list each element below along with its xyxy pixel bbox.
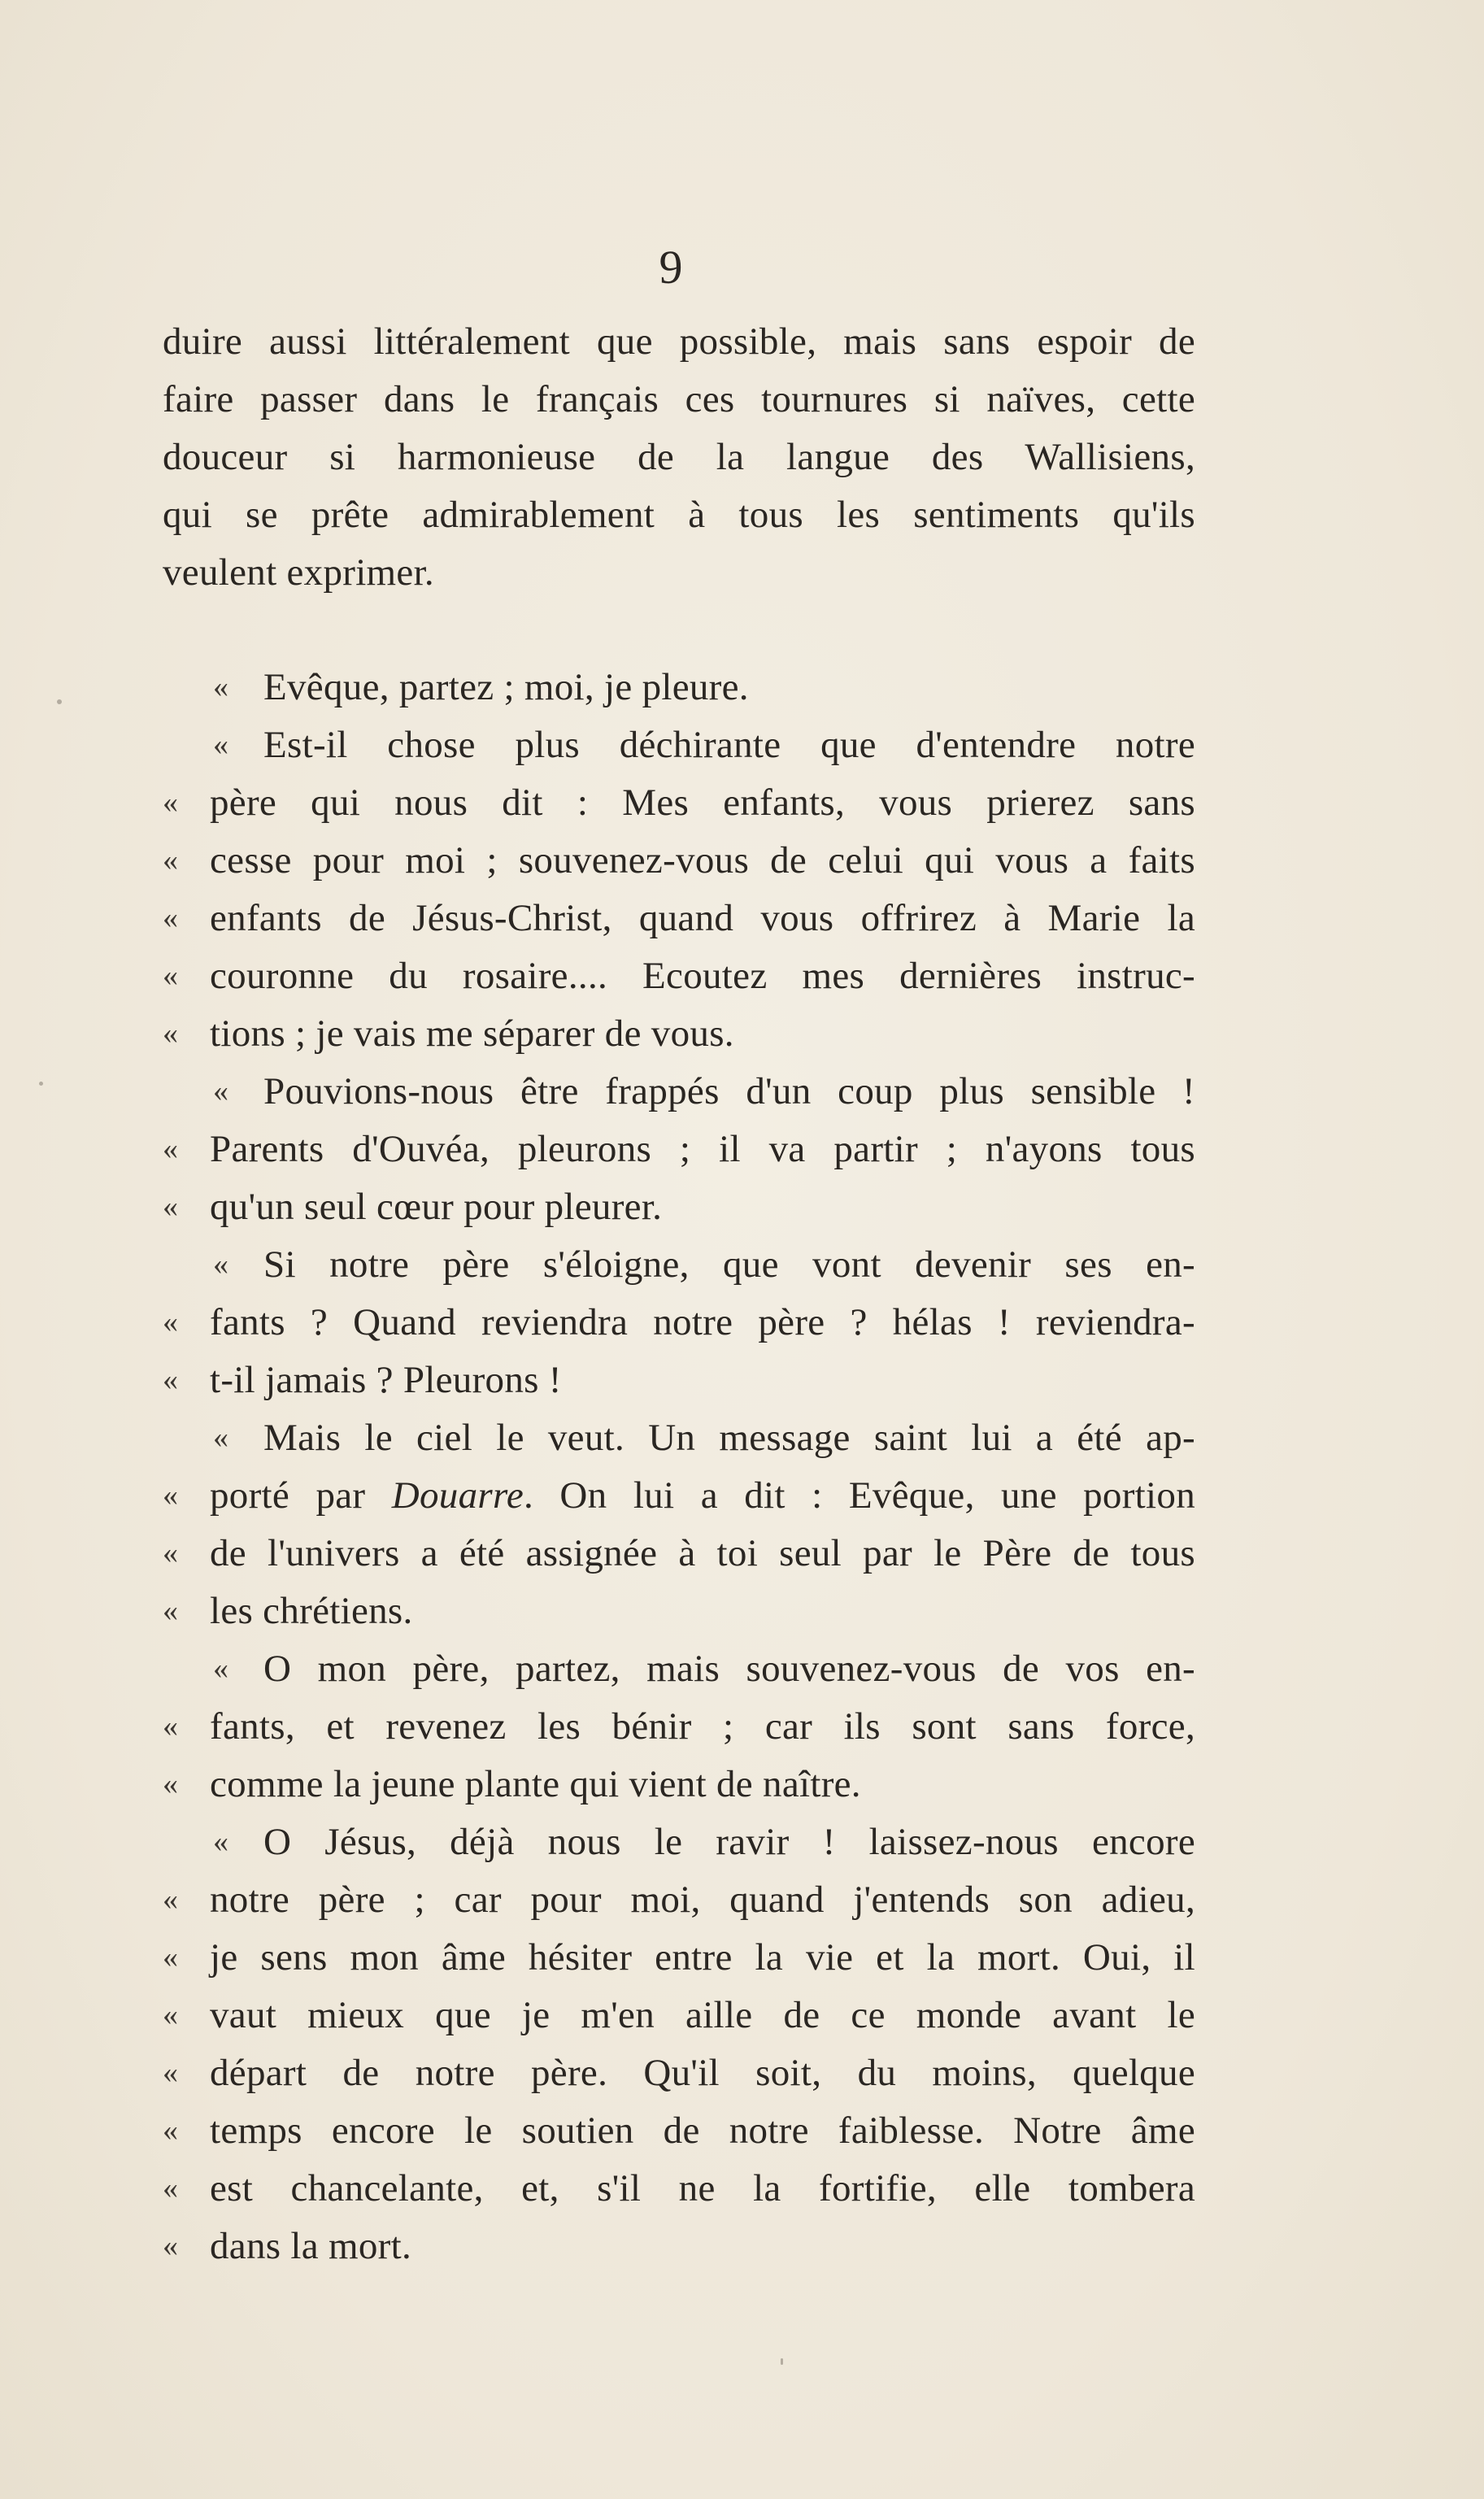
verse-text: de l'univers a été assignée à toi seul par le Père de tous [210, 1532, 1195, 1574]
quote-mark: « [163, 1594, 179, 1628]
verse-text: couronne du rosaire.... Ecoutez mes dernières instruc- [210, 955, 1195, 997]
verse-text: vaut mieux que je m'en aille de ce monde avant le [210, 1994, 1195, 2036]
verse-text: départ de notre père. Qu'il soit, du moins, quelque [210, 2052, 1195, 2094]
verse-opening-line [163, 1236, 1195, 1294]
verse-opening-line [163, 1063, 1195, 1121]
quote-mark: « [163, 1190, 179, 1224]
verse-line [163, 1352, 1195, 1409]
verse-line [163, 1525, 1195, 1583]
verse-text: Mais le ciel le veut. Un message saint lui a été ap- [263, 1417, 1195, 1459]
verse-text: O mon père, partez, mais souvenez-vous de vos en- [263, 1648, 1195, 1690]
verse-line [163, 1871, 1195, 1929]
verse-line [163, 2218, 1195, 2275]
quote-mark: « [163, 901, 179, 935]
verse-text: dans la mort. [210, 2225, 411, 2267]
verse-text: notre père ; car pour moi, quand j'entends son adieu, [210, 1879, 1195, 1921]
verse-line [163, 832, 1195, 890]
page-number: 9 [659, 241, 683, 294]
verse-text: Est-il chose plus déchirante que d'entendre notre [263, 724, 1195, 766]
verse-line [163, 1121, 1195, 1178]
quote-mark: « [213, 1247, 229, 1282]
verse-line [163, 1005, 1195, 1063]
verse-text: temps encore le soutien de notre faiblesse. Notre âme [210, 2109, 1195, 2152]
quote-mark: « [163, 1305, 179, 1339]
text-line: duire aussi littéralement que possible, mais sans espoir de [163, 320, 1195, 363]
quote-mark: « [163, 786, 179, 820]
verse-text: comme la jeune plante qui vient de naître. [210, 1763, 861, 1805]
verse-line [163, 2102, 1195, 2160]
text-line: douceur si harmonieuse de la langue des Wallisiens, [163, 436, 1195, 478]
verse-line [163, 774, 1195, 832]
verse-text: je sens mon âme hésiter entre la vie et la mort. Oui, il [210, 1936, 1195, 1979]
body-text [163, 313, 1195, 2275]
italic-name: Douarre [391, 1474, 524, 1517]
text-line: veulent exprimer. [163, 551, 434, 594]
verse-opening-line [163, 716, 1195, 774]
quote-mark: « [213, 1074, 229, 1108]
verse-line [163, 1756, 1195, 1813]
quote-mark: « [213, 1421, 229, 1455]
quote-mark: « [163, 959, 179, 993]
verse-line [163, 1467, 1195, 1525]
verse-text-segment: . On lui a dit : Evêque, une portion [523, 1474, 1195, 1517]
verse-text: Pouvions-nous être frappés d'un coup plus sensible ! [263, 1070, 1195, 1112]
verse-line [163, 1698, 1195, 1756]
verse-line [163, 890, 1195, 947]
verse-line [163, 1987, 1195, 2044]
verse-opening-line [163, 1813, 1195, 1871]
paragraph-gap [163, 602, 1195, 659]
quote-mark: « [163, 1940, 179, 1974]
verse-line [163, 947, 1195, 1005]
quote-mark: « [163, 1017, 179, 1051]
verse-text: Parents d'Ouvéa, pleurons ; il va partir ; n'ayons tous [210, 1128, 1195, 1170]
verse-line [163, 2044, 1195, 2102]
verse-text: t-il jamais ? Pleurons ! [210, 1359, 562, 1401]
verse-text: Evêque, partez ; moi, je pleure. [263, 666, 749, 708]
verse-opening-line [163, 659, 1195, 716]
verse-text: les chrétiens. [210, 1590, 413, 1632]
verse-line [163, 1294, 1195, 1352]
quoted-song [163, 659, 1195, 2275]
verse-line [163, 1929, 1195, 1987]
verse-text-segment: porté par [210, 1474, 392, 1517]
verse-text: fants ? Quand reviendra notre père ? hélas ! reviendra- [210, 1301, 1195, 1343]
verse-text: fants, et revenez les bénir ; car ils sont sans force, [210, 1705, 1195, 1748]
verse-text: qu'un seul cœur pour pleurer. [210, 1186, 663, 1228]
quote-mark: « [163, 1536, 179, 1570]
paper-speck [781, 2358, 783, 2365]
quote-mark: « [163, 2171, 179, 2205]
verse-text: est chancelante, et, s'il ne la fortifie, elle tombera [210, 2167, 1195, 2209]
quote-mark: « [163, 2229, 179, 2263]
text-line: faire passer dans le français ces tournures si naïves, cette [163, 378, 1195, 420]
verse-text: O Jésus, déjà nous le ravir ! laissez-nous encore [263, 1821, 1195, 1863]
verse-text: cesse pour moi ; souvenez-vous de celui qui vous a faits [210, 839, 1195, 882]
verse-text [163, 1467, 1195, 1525]
verse-text: Si notre père s'éloigne, que vont devenir ses en- [263, 1243, 1195, 1286]
quote-mark: « [163, 1883, 179, 1917]
verse-opening-line [163, 1409, 1195, 1467]
quote-mark: « [163, 1709, 179, 1744]
quote-mark: « [163, 1132, 179, 1166]
quote-mark: « [163, 2056, 179, 2090]
paper-speck [39, 1082, 43, 1086]
quote-mark: « [213, 1825, 229, 1859]
paper-speck [57, 699, 62, 704]
verse-line [163, 2160, 1195, 2218]
verse-line [163, 1583, 1195, 1640]
quote-mark: « [213, 1652, 229, 1686]
quote-mark: « [163, 1363, 179, 1397]
quote-mark: « [213, 728, 229, 762]
verse-text: tions ; je vais me séparer de vous. [210, 1012, 734, 1055]
text-line: qui se prête admirablement à tous les sentiments qu'ils [163, 494, 1195, 536]
verse-line [163, 1178, 1195, 1236]
quote-mark: « [163, 2114, 179, 2148]
quote-mark: « [163, 1767, 179, 1801]
quote-mark: « [163, 843, 179, 877]
verse-text: enfants de Jésus-Christ, quand vous offrirez à Marie la [210, 897, 1195, 939]
verse-text: père qui nous dit : Mes enfants, vous prierez sans [210, 781, 1195, 824]
quote-mark: « [213, 670, 229, 704]
verse-opening-line [163, 1640, 1195, 1698]
intro-paragraph [163, 313, 1195, 602]
quote-mark: « [163, 1998, 179, 2032]
quote-mark: « [163, 1478, 179, 1513]
